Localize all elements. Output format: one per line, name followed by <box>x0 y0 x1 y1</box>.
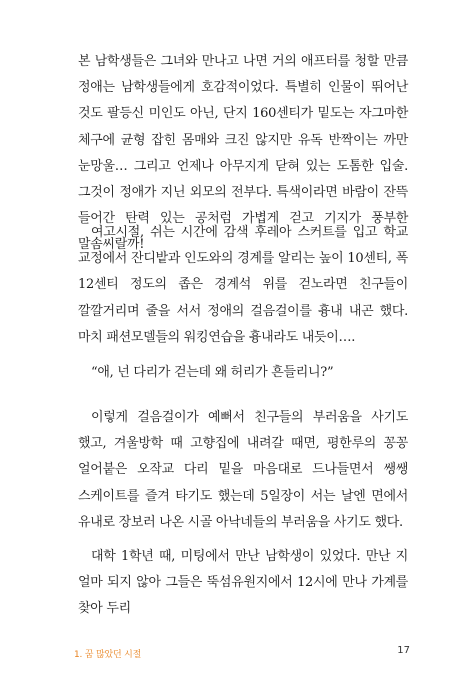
paragraph-text: 대학 1학년 때, 미팅에서 만난 남학생이 있었다. 만난 지 얼마 되지 않아 그들은 뚝섬유원지에서 12시에 만나 가계를 찾아 두리 <box>78 549 408 617</box>
paragraph-2 <box>78 220 408 351</box>
paragraph-5 <box>78 544 408 623</box>
paragraph-text: 이렇게 걸음걸이가 예뻐서 친구들의 부러움을 사기도 했고, 겨울방학 때 고향집에 내려갈 때면, 평한루의 꽁꽁 얼어붙은 오작교 다리 밑을 마음대로 드나들면서 쌩쌩 스케이트를 즐겨 타기도 했는데 5일장이 서는 날엔 면에서 유내로 장보러 나온 시골 아낙네들의 부러움을 사기도 했다. <box>78 410 408 530</box>
paragraph-4 <box>78 405 408 536</box>
paragraph-text: 여고시절, 쉬는 시간에 감색 후레아 스커트를 입고 학교 교정에서 잔디밭과 인도와의 경계를 알리는 높이 10센티, 폭 12센티 정도의 좁은 경계석 위를 걷노라면 친구들이 깔깔거리며 줄을 서서 정애의 걸음걸이를 흉내 내곤 했다. 마치 패션모델들의 워킹연습을 흉내라도 내듯이…. <box>78 225 408 345</box>
paragraph-text: 본 남학생들은 그녀와 만나고 나면 거의 애프터를 청할 만큼 정애는 남학생들에게 호감적이었다. 특별히 인물이 뛰어난 것도 팔등신 미인도 아닌, 단지 160센티가 밑도는 자그마한 체구에 균형 잡힌 몸매와 크진 않지만 유독 반짝이는 까만 눈망울… 그리고 언제나 아무지게 닫혀 있는 도톰한 입술. 그것이 정애가 지닌 외모의 전부다. 특색이라면 바람이 잔뜩 들어간 탄력 있는 공처럼 가볍게 걷고 기지가 풍부한 말솜씨랄까! <box>78 54 408 253</box>
paragraph-text: “애, 넌 다리가 걷는데 왜 허리가 흔들리니?” <box>91 365 334 380</box>
running-footer-chapter-title: 1. 꿈 많았던 시절 <box>74 650 142 660</box>
dialogue-line <box>78 360 408 386</box>
page-number: 17 <box>397 645 410 656</box>
